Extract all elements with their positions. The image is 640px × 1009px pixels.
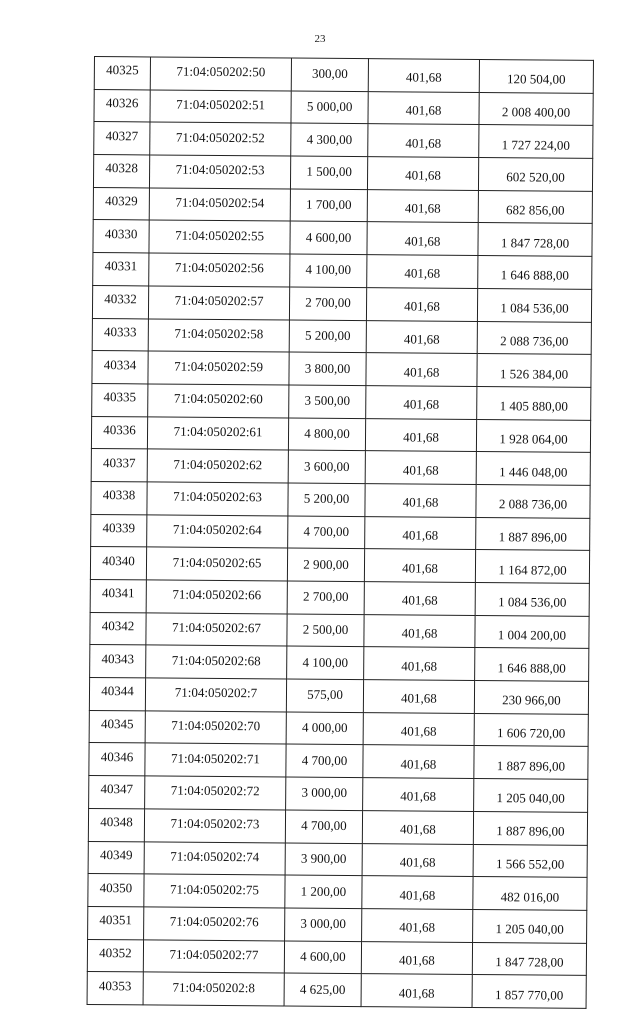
cell-area: 4 625,00 bbox=[284, 973, 361, 1006]
cell-cadastral-number: 71:04:050202:72 bbox=[145, 776, 286, 810]
table-row bbox=[92, 318, 591, 355]
table-row bbox=[87, 972, 586, 1009]
cell-cadastral-number: 71:04:050202:60 bbox=[148, 384, 289, 418]
cell-total-value: 1 887 896,00 bbox=[474, 746, 588, 780]
cell-total-value: 1 164 872,00 bbox=[475, 550, 589, 584]
cell-total-value: 1 084 536,00 bbox=[475, 583, 589, 617]
cell-unit-price: 401,68 bbox=[367, 189, 478, 223]
cell-record-number: 40344 bbox=[89, 678, 145, 711]
cell-area: 4 100,00 bbox=[287, 646, 364, 679]
cell-record-number: 40348 bbox=[88, 808, 144, 841]
table-body bbox=[87, 57, 593, 1009]
table-row bbox=[94, 122, 593, 159]
cell-record-number: 40352 bbox=[87, 939, 143, 972]
cell-unit-price: 401,68 bbox=[363, 712, 474, 746]
cell-cadastral-number: 71:04:050202:77 bbox=[143, 939, 284, 973]
cell-cadastral-number: 71:04:050202:61 bbox=[147, 416, 288, 450]
cell-record-number: 40329 bbox=[93, 187, 149, 220]
cell-area: 1 200,00 bbox=[285, 875, 362, 908]
cell-unit-price: 401,68 bbox=[366, 353, 477, 387]
table-row bbox=[90, 612, 589, 649]
cell-cadastral-number: 71:04:050202:7 bbox=[145, 678, 286, 712]
cell-area: 4 700,00 bbox=[288, 516, 365, 549]
cell-total-value: 1 205 040,00 bbox=[473, 909, 587, 943]
cell-unit-price: 401,68 bbox=[365, 484, 476, 518]
cell-unit-price: 401,68 bbox=[368, 91, 479, 125]
cell-unit-price: 401,68 bbox=[366, 287, 477, 321]
table-row bbox=[91, 481, 590, 518]
table-row bbox=[89, 743, 588, 780]
cell-unit-price: 401,68 bbox=[362, 810, 473, 844]
cell-area: 3 000,00 bbox=[286, 777, 363, 810]
cell-record-number: 40332 bbox=[92, 285, 148, 318]
cell-area: 4 800,00 bbox=[288, 418, 365, 451]
cell-unit-price: 401,68 bbox=[365, 418, 476, 452]
cell-unit-price: 401,68 bbox=[364, 614, 475, 648]
table-row bbox=[90, 645, 589, 682]
cell-record-number: 40330 bbox=[93, 220, 149, 253]
cell-cadastral-number: 71:04:050202:70 bbox=[145, 711, 286, 745]
cell-total-value: 1 566 552,00 bbox=[473, 844, 587, 878]
table-row bbox=[94, 57, 593, 94]
table-row bbox=[88, 808, 587, 845]
cell-area: 4 100,00 bbox=[290, 254, 367, 287]
cell-unit-price: 401,68 bbox=[365, 451, 476, 485]
cell-unit-price: 401,68 bbox=[366, 320, 477, 354]
cell-unit-price: 401,68 bbox=[367, 222, 478, 256]
cell-cadastral-number: 71:04:050202:8 bbox=[143, 972, 284, 1006]
cell-total-value: 602 520,00 bbox=[478, 158, 592, 192]
cell-record-number: 40347 bbox=[89, 776, 145, 809]
cell-cadastral-number: 71:04:050202:50 bbox=[150, 57, 291, 91]
cell-unit-price: 401,68 bbox=[364, 582, 475, 616]
cell-cadastral-number: 71:04:050202:58 bbox=[148, 318, 289, 352]
cell-cadastral-number: 71:04:050202:64 bbox=[147, 515, 288, 549]
cell-cadastral-number: 71:04:050202:57 bbox=[148, 286, 289, 320]
cell-unit-price: 401,68 bbox=[364, 647, 475, 681]
cell-record-number: 40328 bbox=[93, 155, 149, 188]
cell-area: 4 700,00 bbox=[286, 744, 363, 777]
cell-cadastral-number: 71:04:050202:71 bbox=[145, 743, 286, 777]
cell-area: 3 900,00 bbox=[285, 843, 362, 876]
cell-area: 4 300,00 bbox=[291, 123, 368, 156]
cell-total-value: 482 016,00 bbox=[473, 877, 587, 911]
table-row bbox=[94, 89, 593, 126]
cell-unit-price: 401,68 bbox=[363, 778, 474, 812]
cell-cadastral-number: 71:04:050202:55 bbox=[149, 220, 290, 254]
land-plots-table-container bbox=[87, 56, 593, 1009]
cell-record-number: 40341 bbox=[90, 579, 146, 612]
cell-cadastral-number: 71:04:050202:76 bbox=[144, 907, 285, 941]
cell-record-number: 40346 bbox=[89, 743, 145, 776]
cell-area: 3 500,00 bbox=[289, 385, 366, 418]
cell-unit-price: 401,68 bbox=[364, 549, 475, 583]
cell-area: 4 000,00 bbox=[286, 712, 363, 745]
cell-cadastral-number: 71:04:050202:56 bbox=[149, 253, 290, 287]
cell-record-number: 40351 bbox=[88, 906, 144, 939]
cell-record-number: 40336 bbox=[91, 416, 147, 449]
cell-cadastral-number: 71:04:050202:63 bbox=[147, 482, 288, 516]
cell-unit-price: 401,68 bbox=[361, 941, 472, 975]
cell-total-value: 1 887 896,00 bbox=[476, 517, 590, 551]
cell-total-value: 1 928 064,00 bbox=[476, 419, 590, 453]
cell-area: 300,00 bbox=[291, 58, 368, 91]
cell-unit-price: 401,68 bbox=[362, 876, 473, 910]
cell-record-number: 40331 bbox=[93, 253, 149, 286]
cell-cadastral-number: 71:04:050202:52 bbox=[150, 122, 291, 156]
table-row bbox=[89, 710, 588, 747]
cell-record-number: 40343 bbox=[90, 645, 146, 678]
cell-unit-price: 401,68 bbox=[368, 59, 479, 93]
cell-total-value: 1 887 896,00 bbox=[473, 811, 587, 845]
cell-total-value: 2 088 736,00 bbox=[476, 484, 590, 518]
cell-area: 2 700,00 bbox=[287, 581, 364, 614]
cell-total-value: 2 008 400,00 bbox=[479, 92, 593, 126]
cell-cadastral-number: 71:04:050202:67 bbox=[146, 613, 287, 647]
cell-area: 2 900,00 bbox=[287, 548, 364, 581]
cell-record-number: 40353 bbox=[87, 972, 143, 1005]
cell-record-number: 40338 bbox=[91, 481, 147, 514]
cell-total-value: 1 857 770,00 bbox=[472, 975, 586, 1009]
cell-record-number: 40327 bbox=[94, 122, 150, 155]
cell-area: 1 500,00 bbox=[290, 156, 367, 189]
cell-area: 5 000,00 bbox=[291, 91, 368, 124]
table-row bbox=[92, 383, 591, 420]
cell-record-number: 40342 bbox=[90, 612, 146, 645]
land-plots-table bbox=[87, 56, 594, 1009]
cell-total-value: 120 504,00 bbox=[479, 60, 593, 94]
cell-unit-price: 401,68 bbox=[362, 843, 473, 877]
cell-total-value: 1 646 888,00 bbox=[475, 648, 589, 682]
table-row bbox=[88, 841, 587, 878]
cell-area: 1 700,00 bbox=[290, 189, 367, 222]
cell-total-value: 1 205 040,00 bbox=[474, 779, 588, 813]
cell-unit-price: 401,68 bbox=[363, 680, 474, 714]
cell-unit-price: 401,68 bbox=[366, 386, 477, 420]
cell-record-number: 40350 bbox=[88, 874, 144, 907]
cell-total-value: 682 856,00 bbox=[478, 190, 592, 224]
cell-cadastral-number: 71:04:050202:54 bbox=[149, 188, 290, 222]
cell-cadastral-number: 71:04:050202:75 bbox=[144, 874, 285, 908]
cell-unit-price: 401,68 bbox=[368, 124, 479, 158]
page-number: 23 bbox=[314, 33, 326, 45]
cell-cadastral-number: 71:04:050202:68 bbox=[146, 645, 287, 679]
cell-cadastral-number: 71:04:050202:74 bbox=[144, 841, 285, 875]
cell-area: 2 700,00 bbox=[289, 287, 366, 320]
cell-area: 2 500,00 bbox=[287, 614, 364, 647]
cell-unit-price: 401,68 bbox=[365, 516, 476, 550]
cell-cadastral-number: 71:04:050202:66 bbox=[146, 580, 287, 614]
cell-record-number: 40335 bbox=[92, 383, 148, 416]
cell-area: 4 600,00 bbox=[290, 221, 367, 254]
cell-total-value: 1 405 880,00 bbox=[477, 386, 591, 420]
table-row bbox=[90, 579, 589, 616]
cell-unit-price: 401,68 bbox=[363, 745, 474, 779]
table-row bbox=[90, 547, 589, 584]
cell-record-number: 40325 bbox=[94, 57, 150, 90]
cell-record-number: 40349 bbox=[88, 841, 144, 874]
cell-total-value: 230 966,00 bbox=[474, 681, 588, 715]
cell-record-number: 40345 bbox=[89, 710, 145, 743]
cell-record-number: 40339 bbox=[91, 514, 147, 547]
table-row bbox=[91, 416, 590, 453]
table-row bbox=[89, 776, 588, 813]
cell-area: 4 700,00 bbox=[285, 810, 362, 843]
table-row bbox=[91, 514, 590, 551]
cell-record-number: 40340 bbox=[90, 547, 146, 580]
cell-cadastral-number: 71:04:050202:59 bbox=[148, 351, 289, 385]
table-row bbox=[91, 449, 590, 486]
cell-total-value: 1 847 728,00 bbox=[472, 942, 586, 976]
cell-record-number: 40334 bbox=[92, 351, 148, 384]
cell-unit-price: 401,68 bbox=[361, 974, 472, 1008]
cell-area: 3 600,00 bbox=[288, 450, 365, 483]
table-row bbox=[87, 939, 586, 976]
table-row bbox=[93, 187, 592, 224]
cell-cadastral-number: 71:04:050202:62 bbox=[147, 449, 288, 483]
cell-total-value: 1 004 200,00 bbox=[475, 615, 589, 649]
cell-area: 575,00 bbox=[286, 679, 363, 712]
table-row bbox=[93, 253, 592, 290]
table-row bbox=[89, 678, 588, 715]
cell-total-value: 2 088 736,00 bbox=[477, 321, 591, 355]
cell-total-value: 1 446 048,00 bbox=[476, 452, 590, 486]
cell-total-value: 1 526 384,00 bbox=[477, 354, 591, 388]
cell-total-value: 1 727 224,00 bbox=[479, 125, 593, 159]
table-row bbox=[88, 906, 587, 943]
cell-record-number: 40333 bbox=[92, 318, 148, 351]
cell-total-value: 1 646 888,00 bbox=[478, 256, 592, 290]
cell-total-value: 1 084 536,00 bbox=[477, 288, 591, 322]
table-row bbox=[93, 155, 592, 192]
cell-cadastral-number: 71:04:050202:65 bbox=[146, 547, 287, 581]
cell-record-number: 40326 bbox=[94, 89, 150, 122]
cell-cadastral-number: 71:04:050202:73 bbox=[144, 809, 285, 843]
cell-unit-price: 401,68 bbox=[367, 157, 478, 191]
table-row bbox=[92, 285, 591, 322]
cell-unit-price: 401,68 bbox=[362, 909, 473, 943]
cell-total-value: 1 847 728,00 bbox=[478, 223, 592, 257]
cell-cadastral-number: 71:04:050202:51 bbox=[150, 90, 291, 124]
cell-area: 5 200,00 bbox=[289, 320, 366, 353]
cell-total-value: 1 606 720,00 bbox=[474, 713, 588, 747]
cell-record-number: 40337 bbox=[91, 449, 147, 482]
cell-area: 4 600,00 bbox=[284, 941, 361, 974]
cell-area: 3 800,00 bbox=[289, 352, 366, 385]
cell-area: 3 000,00 bbox=[285, 908, 362, 941]
cell-unit-price: 401,68 bbox=[367, 255, 478, 289]
table-row bbox=[92, 351, 591, 388]
table-row bbox=[93, 220, 592, 257]
cell-cadastral-number: 71:04:050202:53 bbox=[149, 155, 290, 189]
cell-area: 5 200,00 bbox=[288, 483, 365, 516]
